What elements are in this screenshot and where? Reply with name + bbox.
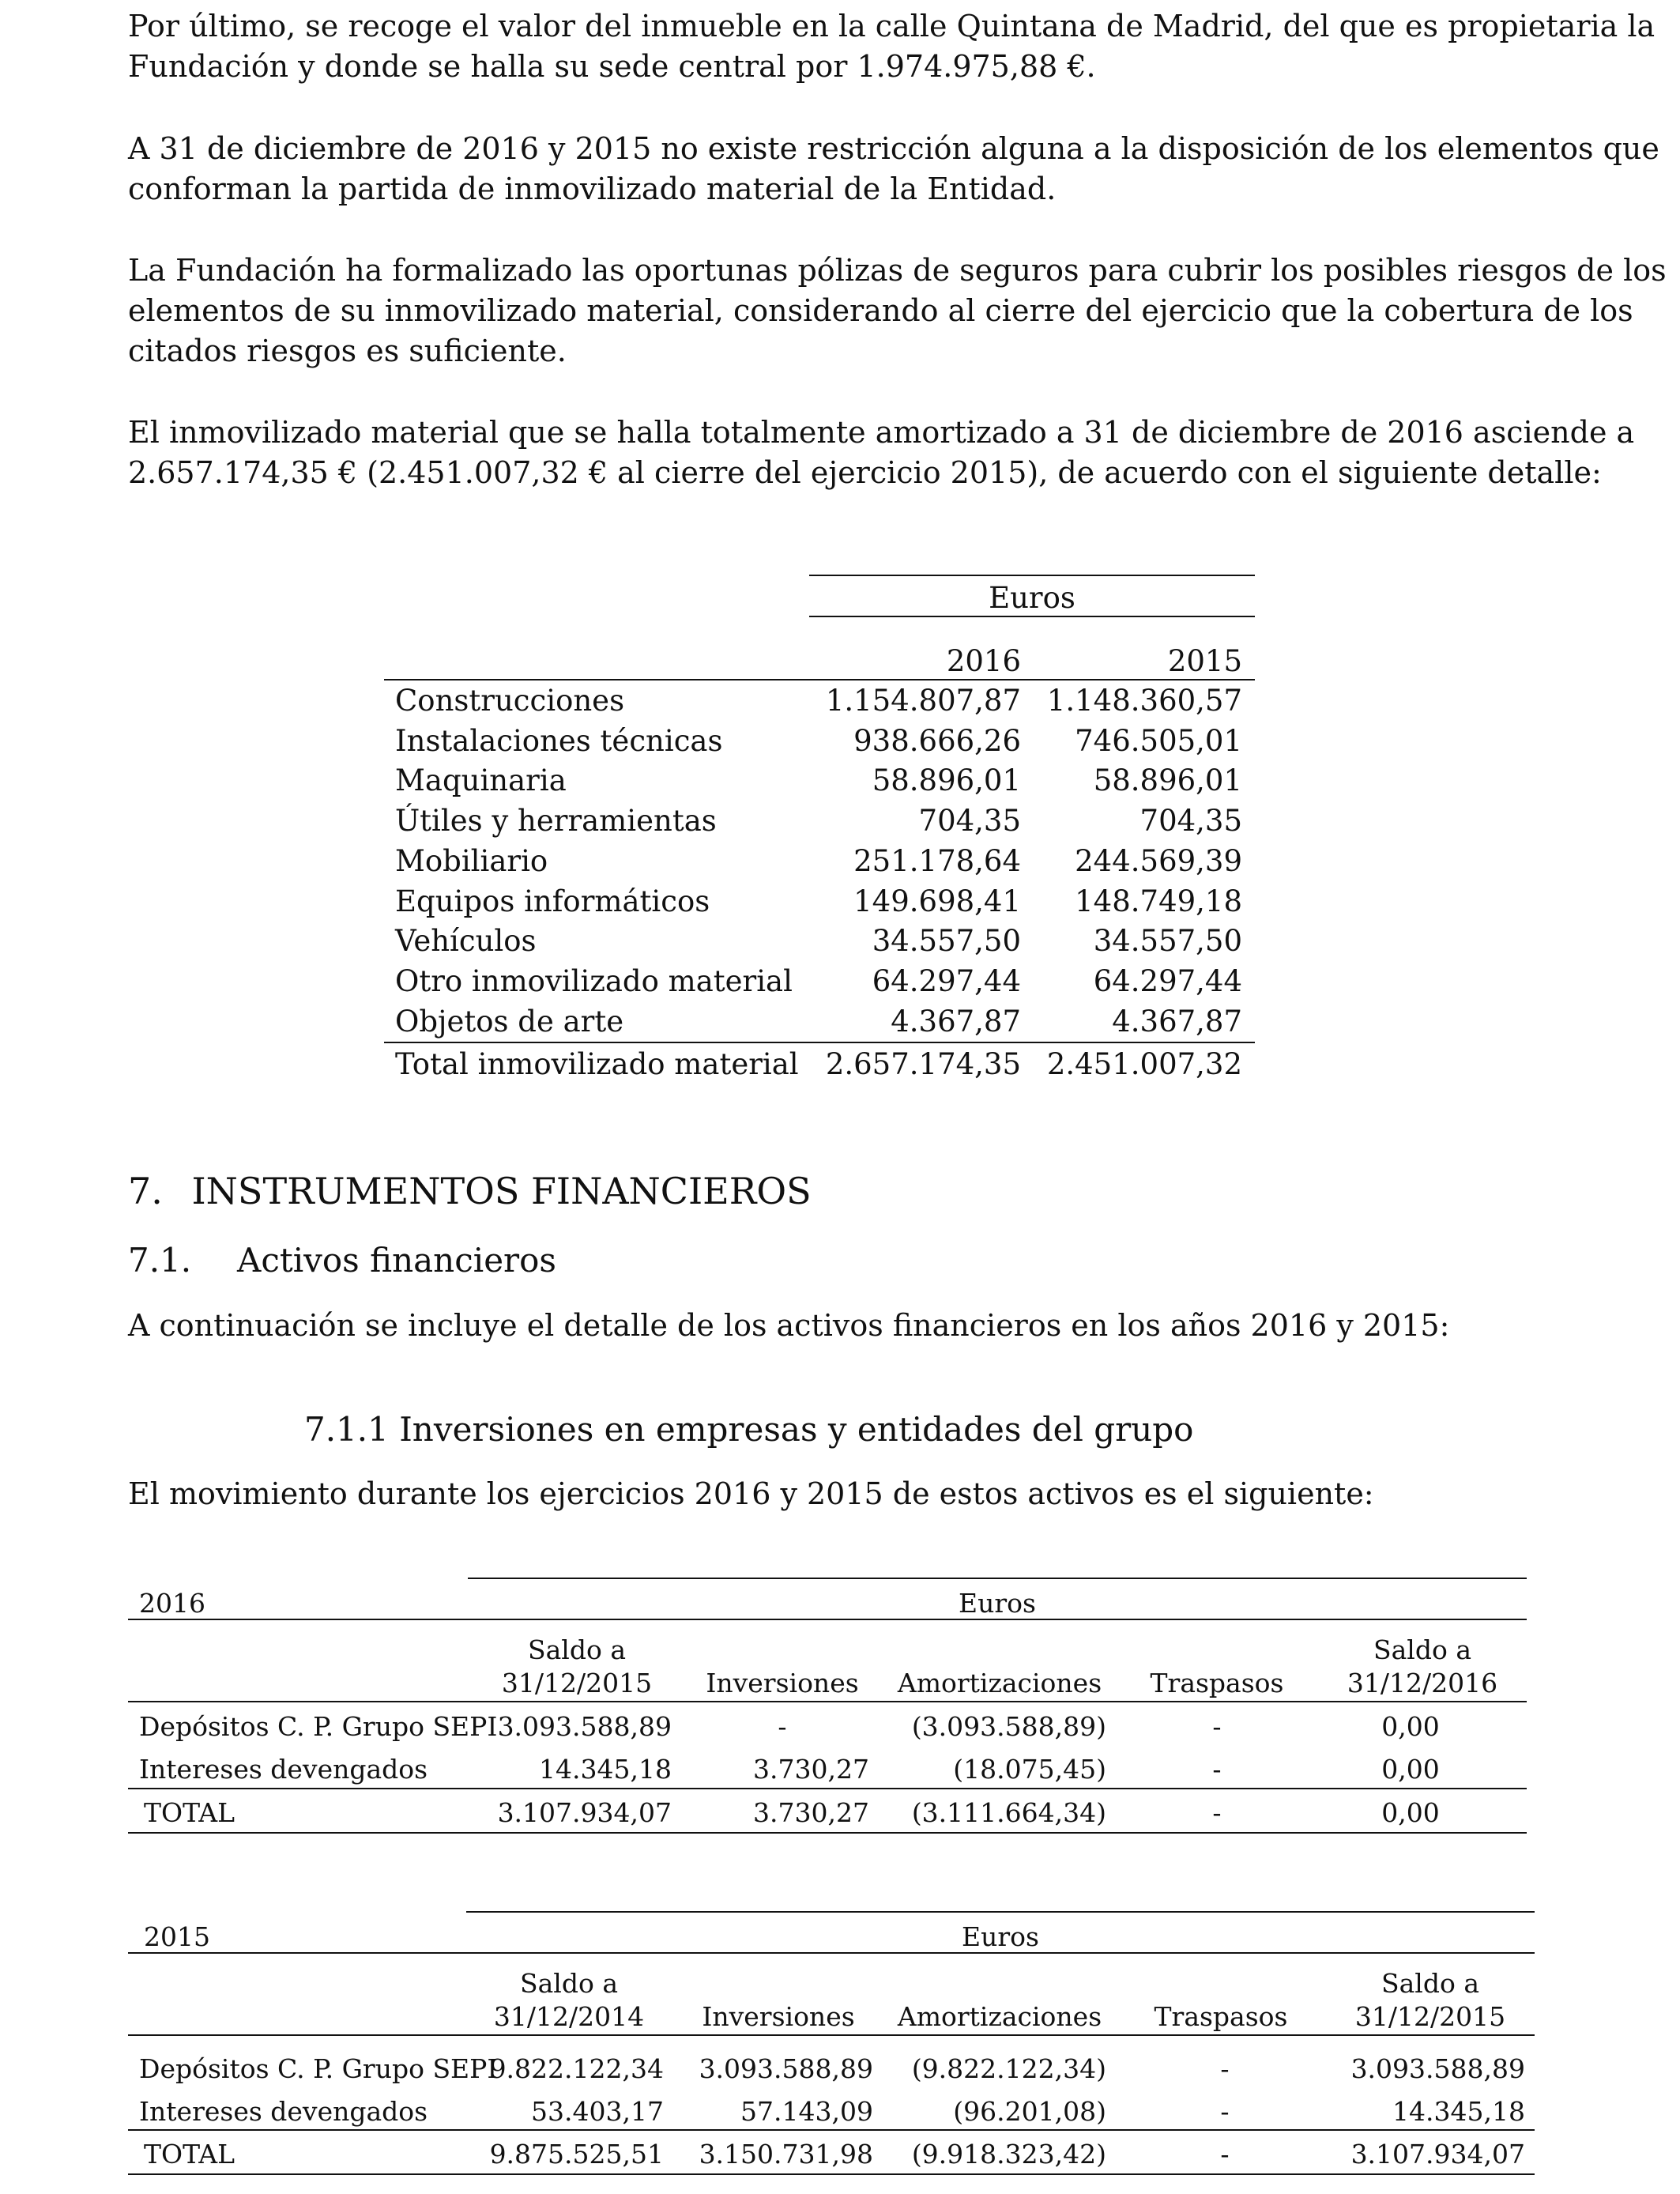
row-value-2016: 149.698,41	[853, 884, 1021, 918]
row-inversiones: 3.730,27	[753, 1797, 869, 1828]
section-title: INSTRUMENTOS FINANCIEROS	[191, 1170, 812, 1212]
paragraph-restriccion	[128, 129, 1659, 209]
col-saldo-fin: Saldo a	[1381, 1968, 1479, 1999]
row-value-2016: 64.297,44	[872, 964, 1021, 998]
row-value-2015: 746.505,01	[1075, 724, 1242, 758]
table-rule	[809, 616, 1255, 617]
row-label: Intereses devengados	[139, 1754, 428, 1785]
row-value-2015: 148.749,18	[1075, 884, 1242, 918]
table-rule	[128, 1952, 1535, 1954]
row-label: Maquinaria	[395, 763, 567, 797]
subsection-number: 7.1.	[128, 1241, 192, 1280]
row-saldo-ini: 14.345,18	[539, 1754, 672, 1785]
year-header-2016: 2016	[946, 644, 1021, 678]
col-saldo-ini: Saldo a	[520, 1968, 618, 1999]
table-rule	[468, 1578, 1527, 1579]
row-saldo-ini: 9.875.525,51	[489, 2139, 664, 2169]
paragraph-line: conforman la partida de inmovilizado material de la Entidad.	[128, 172, 1057, 206]
row-label: Vehículos	[395, 924, 537, 958]
row-label: TOTAL	[144, 2139, 235, 2169]
col-saldo-ini-date: 31/12/2014	[493, 2001, 645, 2032]
currency-header: Euros	[962, 1921, 1039, 1952]
row-label: Instalaciones técnicas	[395, 724, 723, 758]
row-label: Objetos de arte	[395, 1005, 624, 1039]
row-saldo-fin: 14.345,18	[1392, 2096, 1525, 2127]
currency-header: Euros	[959, 1588, 1036, 1619]
table-rule	[128, 2129, 1535, 2131]
row-value-2015: 4.367,87	[1112, 1005, 1242, 1039]
year-header-2015: 2015	[1167, 644, 1242, 678]
table-rule	[128, 1701, 1527, 1702]
section-heading	[128, 1170, 812, 1212]
table-rule	[809, 575, 1255, 576]
row-label: Construcciones	[395, 684, 625, 718]
row-saldo-fin: 3.107.934,07	[1350, 2139, 1525, 2169]
col-saldo-ini: Saldo a	[528, 1634, 626, 1665]
paragraph-amortizado	[128, 413, 1635, 493]
table-rule	[384, 1042, 1255, 1043]
paragraph-line: El inmovilizado material que se halla totalmente amortizado a 31 de diciembre de 2016 asciende a	[128, 415, 1635, 450]
section-number: 7.	[128, 1170, 163, 1212]
paragraph-line: 2.657.174,35 € (2.451.007,32 € al cierre del ejercicio 2015), de acuerdo con el siguiente detalle:	[128, 455, 1602, 490]
row-amortizaciones: (18.075,45)	[953, 1754, 1106, 1785]
row-value-2016: 704,35	[918, 804, 1021, 838]
row-value-2016: 1.154.807,87	[825, 684, 1021, 718]
row-value-2015: 34.557,50	[1093, 924, 1242, 958]
col-amortizaciones: Amortizaciones	[897, 1668, 1102, 1698]
row-inversiones: 3.730,27	[753, 1754, 869, 1785]
subsubsection-title: 7.1.1 Inversiones en empresas y entidades del grupo	[304, 1410, 1194, 1449]
row-traspasos: -	[1212, 1754, 1222, 1785]
table-year: 2015	[144, 1921, 210, 1952]
row-label: Depósitos C. P. Grupo SEPI	[139, 1711, 498, 1742]
paragraph-line: elementos de su inmovilizado material, considerando al cierre del ejercicio que la cobertura de los	[128, 293, 1633, 328]
table-rule	[128, 1619, 1527, 1620]
movement-intro: El movimiento durante los ejercicios 2016 y 2015 de estos activos es el siguiente:	[128, 1476, 1374, 1511]
table-rule	[128, 2173, 1535, 2175]
paragraph-line: A 31 de diciembre de 2016 y 2015 no existe restricción alguna a la disposición de los elementos que	[128, 131, 1659, 166]
row-value-2016: 34.557,50	[872, 924, 1021, 958]
col-saldo-fin-date: 31/12/2015	[1354, 2001, 1506, 2032]
row-label: Depósitos C. P. Grupo SEPI	[139, 2053, 498, 2084]
subsection-title: Activos financieros	[237, 1241, 556, 1280]
row-label: Mobiliario	[395, 844, 548, 878]
col-amortizaciones: Amortizaciones	[897, 2001, 1102, 2032]
currency-header: Euros	[989, 581, 1075, 615]
paragraph-line: citados riesgos es suficiente.	[128, 334, 567, 368]
paragraph-inmueble	[128, 6, 1656, 87]
table-rule	[128, 2034, 1535, 2036]
table-year: 2016	[139, 1588, 205, 1619]
row-amortizaciones: (9.822.122,34)	[911, 2053, 1106, 2084]
row-saldo-ini: 9.822.122,34	[489, 2053, 664, 2084]
row-inversiones: 57.143,09	[740, 2096, 873, 2127]
paragraph-seguros	[128, 251, 1667, 371]
row-traspasos: -	[1220, 2053, 1230, 2084]
row-traspasos: -	[1220, 2139, 1230, 2169]
col-saldo-ini-date: 31/12/2015	[501, 1668, 653, 1698]
total-2015: 2.451.007,32	[1046, 1047, 1242, 1081]
col-saldo-fin: Saldo a	[1373, 1634, 1471, 1665]
section-intro: A continuación se incluye el detalle de los activos financieros en los años 2016 y 2015:	[128, 1308, 1450, 1343]
col-inversiones: Inversiones	[706, 1668, 859, 1698]
paragraph-line: Por último, se recoge el valor del inmueble en la calle Quintana de Madrid, del que es propietaria la	[128, 9, 1656, 43]
row-inversiones: 3.150.731,98	[699, 2139, 873, 2169]
col-traspasos: Traspasos	[1154, 2001, 1288, 2032]
row-amortizaciones: (3.093.588,89)	[911, 1711, 1106, 1742]
row-saldo-fin: 0,00	[1381, 1797, 1440, 1828]
row-saldo-fin: 0,00	[1381, 1711, 1440, 1742]
row-label: Útiles y herramientas	[395, 804, 717, 838]
row-amortizaciones: (3.111.664,34)	[911, 1797, 1106, 1828]
row-value-2016: 58.896,01	[872, 763, 1021, 797]
row-saldo-fin: 0,00	[1381, 1754, 1440, 1785]
row-value-2015: 58.896,01	[1093, 763, 1242, 797]
row-value-2016: 938.666,26	[853, 724, 1021, 758]
row-label: Intereses devengados	[139, 2096, 428, 2127]
row-amortizaciones: (96.201,08)	[953, 2096, 1106, 2127]
table-rule	[384, 679, 1255, 680]
row-value-2015: 64.297,44	[1093, 964, 1242, 998]
col-saldo-fin-date: 31/12/2016	[1347, 1668, 1498, 1698]
row-saldo-ini: 53.403,17	[531, 2096, 664, 2127]
row-saldo-ini: 3.093.588,89	[497, 1711, 672, 1742]
row-inversiones: -	[778, 1711, 787, 1742]
paragraph-line: La Fundación ha formalizado las oportunas pólizas de seguros para cubrir los posibles riesgos de los	[128, 253, 1667, 288]
row-traspasos: -	[1212, 1711, 1222, 1742]
row-value-2016: 4.367,87	[891, 1005, 1021, 1039]
table-rule	[466, 1911, 1535, 1913]
row-label: TOTAL	[144, 1797, 235, 1828]
row-saldo-ini: 3.107.934,07	[497, 1797, 672, 1828]
row-saldo-fin: 3.093.588,89	[1350, 2053, 1525, 2084]
row-traspasos: -	[1212, 1797, 1222, 1828]
row-label: Equipos informáticos	[395, 884, 710, 918]
table-rule	[128, 1788, 1527, 1789]
row-value-2015: 1.148.360,57	[1046, 684, 1242, 718]
row-traspasos: -	[1220, 2096, 1230, 2127]
row-value-2015: 244.569,39	[1075, 844, 1242, 878]
total-2016: 2.657.174,35	[825, 1047, 1021, 1081]
col-traspasos: Traspasos	[1150, 1668, 1284, 1698]
paragraph-line: Fundación y donde se halla su sede central por 1.974.975,88 €.	[128, 49, 1096, 84]
total-label: Total inmovilizado material	[395, 1047, 799, 1081]
table-rule	[128, 1832, 1527, 1834]
row-value-2015: 704,35	[1139, 804, 1242, 838]
row-inversiones: 3.093.588,89	[699, 2053, 873, 2084]
row-value-2016: 251.178,64	[853, 844, 1021, 878]
row-amortizaciones: (9.918.323,42)	[911, 2139, 1106, 2169]
row-label: Otro inmovilizado material	[395, 964, 793, 998]
col-inversiones: Inversiones	[702, 2001, 855, 2032]
